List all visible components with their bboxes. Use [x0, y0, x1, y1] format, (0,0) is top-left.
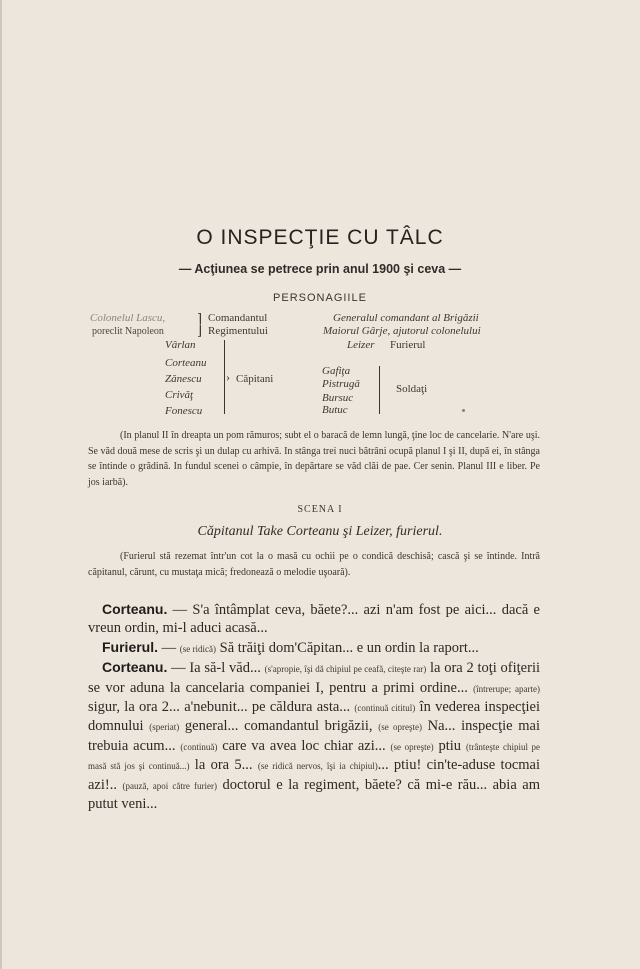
captains-brace — [224, 340, 225, 414]
colonel-brace-top: ⌉ — [197, 311, 203, 326]
dialogue — [88, 600, 540, 813]
dialogue-line — [88, 600, 540, 638]
spoken-text: — Ia să-l văd... — [167, 660, 265, 677]
captain-name: Zănescu — [165, 373, 202, 385]
general-character: Generalul comandant al Brigăzii — [333, 312, 479, 324]
scene-characters: Căpitanul Take Corteanu şi Leizer, furierul. — [197, 524, 443, 539]
page-edge — [0, 0, 2, 969]
play-title: O INSPECŢIE CU TÂLC — [196, 226, 444, 249]
maior-character: Maiorul Gârje, ajutorul colonelului — [323, 325, 481, 337]
soldier-name: Bursuc — [322, 392, 354, 404]
inline-stage-direction: (se ridică) — [179, 643, 216, 654]
spoken-text: Să trăiţi dom'Căpitan... e un ordin la raport... — [216, 639, 479, 656]
spoken-text: la ora 5... — [189, 757, 258, 774]
scene-heading: SCENA I — [297, 504, 343, 515]
inline-stage-direction: (se opreşte) — [390, 741, 434, 752]
spoken-text: în vederea inspecţiei domnului — [88, 699, 540, 735]
colonel-name: Colonelul Lascu, — [90, 312, 166, 324]
colonel-role-line1: Comandantul — [208, 312, 268, 324]
leizer-role: Furierul — [390, 339, 426, 351]
inline-stage-direction: (speriat) — [149, 722, 180, 733]
inline-stage-direction: (pauză, apoi către furier) — [122, 780, 217, 791]
colonel-nickname: poreclit Napoleon — [92, 326, 164, 337]
captain-name: Vârlan — [165, 339, 196, 351]
captains-brace-tip: › — [226, 370, 230, 384]
inline-stage-direction: (continuă cititul) — [354, 703, 416, 714]
inline-stage-direction: (s'apropie, îşi dă chipiul pe ceafă, citeşte rar) — [264, 664, 427, 675]
stage-direction-text: (In planul II în dreapta un pom rămuros; subt el o baracă de lemn lungă, ţine loc de cancelarie. N'are uşi. Se văd două mese de scris şi un dulap cu arhivă. In stânga trei nuci bătrâni ocupă planul I şi II, după ei, în stânga se întinde o grădină. In fundul scenei o câmpie, în depărtare se văd clăi de pae. Cer senin. Planul III e liber. Pe jos iarbă). — [88, 430, 540, 488]
dialogue-line — [88, 638, 540, 658]
spoken-text: sigur, la ora 2... a'nebunit... pe căldura asta... — [88, 699, 355, 716]
scene-stage-direction — [88, 549, 540, 580]
captain-name: Fonescu — [165, 405, 203, 417]
soldiers-brace — [379, 366, 380, 414]
spoken-text: general... comandantul brigăzii, — [179, 718, 379, 735]
spoken-text: — S'a întâmplat ceva, băete?... azi n'am fost pe aici... dacă e vreun ordin, mi-l aduci acasă... — [88, 602, 540, 637]
characters-heading: PERSONAGIILE — [273, 292, 367, 304]
inline-stage-direction: (continuă) — [180, 741, 218, 752]
paper-speck — [462, 409, 465, 412]
spoken-text: la ora 2 toţi ofiţerii se vor aduna la cancelaria companiei I, pentru a primi ordine... — [88, 660, 541, 696]
soldier-name: Pistrugă — [322, 378, 360, 390]
speaker-name: Furierul. — [102, 638, 159, 655]
captain-name: Crivăţ — [165, 389, 194, 401]
inline-stage-direction: (se ridică nervos, îşi ia chipiul) — [257, 761, 378, 772]
spoken-text: ... ptiu! cin'te-aduse tocmai azi!.. — [88, 757, 540, 793]
inline-stage-direction: (se opreşte) — [378, 722, 422, 733]
spoken-text: ptiu — [433, 737, 466, 754]
spoken-text: doctorul e la regiment, băete? că mi-e rău... abia am putut veni... — [88, 776, 540, 813]
stage-direction-text: (Furierul stă rezemat într'un cot la o masă cu ochii pe o condică deschisă; cască şi se întinde. Intră căpitanul, cărunt, cu mustaţa mică; fredonează o melodie uşoară). — [88, 551, 540, 578]
soldier-name: Butuc — [322, 404, 348, 416]
leizer-name: Leizer — [347, 339, 375, 351]
inline-stage-direction: (trânteşte chipiul pe masă stă jos şi continuă...) — [88, 741, 540, 772]
captain-name: Corteanu — [165, 357, 207, 369]
speaker-name: Corteanu. — [102, 601, 168, 617]
setting-stage-direction — [88, 428, 540, 490]
spoken-text: care va avea loc chiar azi... — [217, 737, 391, 754]
colonel-brace-bottom: ⌋ — [197, 323, 203, 338]
captains-label: Căpitani — [236, 373, 274, 385]
spoken-text: — — [158, 639, 180, 656]
soldier-name: Gafiţa — [322, 365, 351, 377]
colonel-role-line2: Regimentului — [208, 325, 268, 337]
spoken-text: Na... inspecţie mai trebuia acum... — [88, 718, 540, 754]
play-subtitle: — Acţiunea se petrece prin anul 1900 şi ceva — — [178, 262, 462, 276]
speaker-name: Corteanu. — [102, 659, 168, 676]
inline-stage-direction: (întrerupe; aparte) — [473, 683, 541, 694]
dialogue-line — [88, 658, 540, 813]
soldiers-label: Soldaţi — [396, 383, 428, 395]
